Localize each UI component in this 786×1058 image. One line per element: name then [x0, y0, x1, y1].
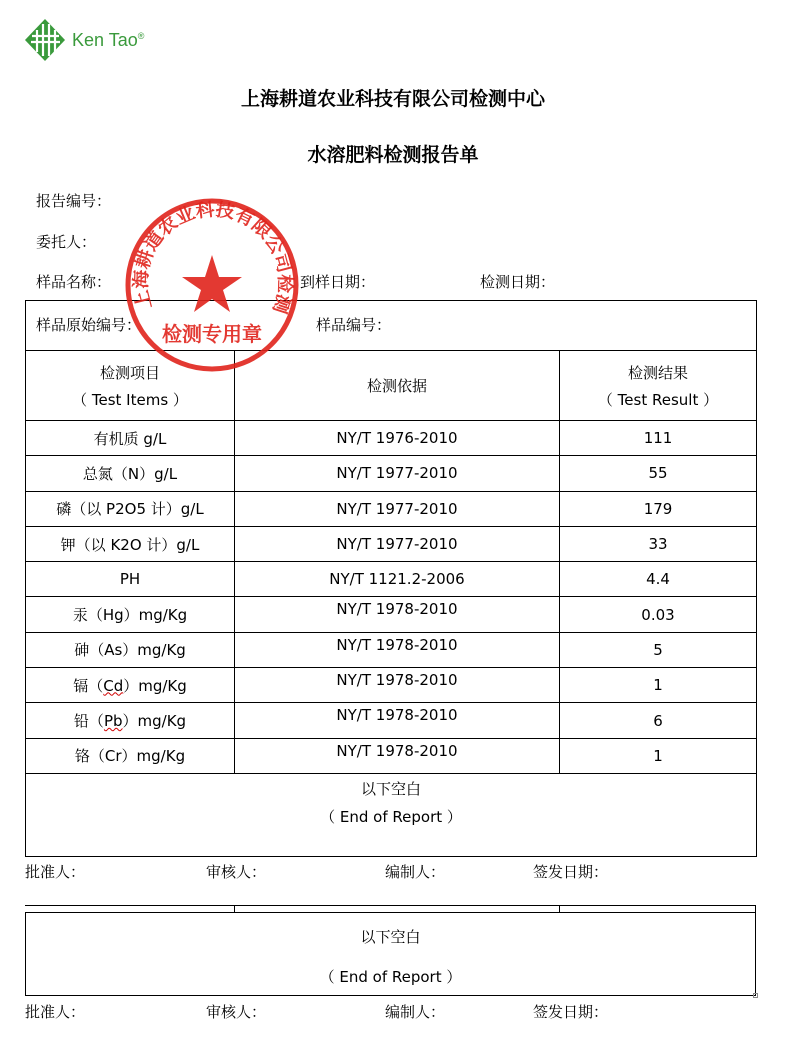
test-item: 磷（以 P2O5 计）g/L	[26, 491, 235, 526]
table-row	[26, 526, 757, 561]
reviewer-label: 审核人：	[206, 1003, 267, 1021]
table-row	[26, 562, 757, 597]
original-no-label: 样品原始编号：	[36, 316, 142, 334]
company-title: 上海耕道农业科技有限公司检测中心	[240, 88, 545, 110]
table-row	[26, 738, 757, 773]
header-basis: 检测依据	[235, 351, 560, 421]
table-row	[26, 597, 757, 632]
test-basis: NY/T 1978-2010	[235, 597, 560, 632]
test-basis: NY/T 1978-2010	[235, 632, 560, 667]
issue-date-label: 签发日期：	[533, 1003, 609, 1021]
table-row	[26, 421, 757, 456]
test-result: 1	[560, 668, 757, 703]
test-basis: NY/T 1977-2010	[235, 491, 560, 526]
divider	[755, 905, 756, 912]
table-row	[26, 491, 757, 526]
sample-name-label: 样品名称：	[36, 273, 112, 291]
end-text: 以下空白	[361, 779, 422, 798]
end-of-report-row	[26, 773, 757, 856]
table-header-row	[26, 351, 757, 421]
arrival-date-label: 到样日期：	[300, 273, 376, 291]
header-item: 检测项目 （ Test Items ）	[26, 351, 235, 421]
report-title: 水溶肥料检测报告单	[307, 144, 479, 166]
test-basis: NY/T 1977-2010	[235, 456, 560, 491]
test-item: PH	[26, 562, 235, 597]
test-result: 6	[560, 703, 757, 738]
test-item: 砷（As）mg/Kg	[26, 632, 235, 667]
test-item: 铅（Pb）mg/Kg	[26, 703, 235, 738]
reviewer-label: 审核人：	[206, 863, 267, 881]
approver-label: 批准人：	[25, 1003, 86, 1021]
company-logo	[24, 18, 164, 64]
test-item: 有机质 g/L	[26, 421, 235, 456]
test-result: 33	[560, 526, 757, 561]
header-result: 检测结果 （ Test Result ）	[560, 351, 757, 421]
sample-info-row	[26, 301, 757, 351]
end-text-en: （ End of Report ）	[320, 807, 462, 826]
end-text: 以下空白	[360, 928, 421, 946]
test-result: 5	[560, 632, 757, 667]
sample-no-label: 样品编号：	[316, 316, 392, 334]
test-item: 总氮（N）g/L	[26, 456, 235, 491]
test-item: 钾（以 K2O 计）g/L	[26, 526, 235, 561]
table-row	[26, 668, 757, 703]
table-row	[26, 632, 757, 667]
test-basis: NY/T 1976-2010	[235, 421, 560, 456]
client-label: 委托人：	[36, 233, 97, 251]
svg-text:上海耕道农业科技有限公司检测中心: 上海耕道农业科技有限公司检测	[130, 199, 296, 316]
test-result: 1	[560, 738, 757, 773]
test-item: 铬（Cr）mg/Kg	[26, 738, 235, 773]
table-row	[26, 456, 757, 491]
table-row	[26, 703, 757, 738]
results-table	[25, 300, 757, 857]
end-of-report-box	[25, 912, 756, 996]
approver-label: 批准人：	[25, 863, 86, 881]
resize-handle	[753, 993, 758, 998]
test-basis: NY/T 1121.2-2006	[235, 562, 560, 597]
logo-mark-icon	[24, 18, 66, 62]
test-result: 111	[560, 421, 757, 456]
editor-label: 编制人：	[385, 1003, 446, 1021]
test-basis: NY/T 1978-2010	[235, 668, 560, 703]
end-text-en: （ End of Report ）	[319, 968, 462, 986]
test-result: 179	[560, 491, 757, 526]
issue-date-label: 签发日期：	[533, 863, 609, 881]
divider	[234, 905, 235, 912]
test-basis: NY/T 1977-2010	[235, 526, 560, 561]
test-date-label: 检测日期：	[480, 273, 556, 291]
test-item: 镉（Cd）mg/Kg	[26, 668, 235, 703]
logo-text: Ken Tao®	[72, 30, 145, 50]
test-result: 55	[560, 456, 757, 491]
test-item: 汞（Hg）mg/Kg	[26, 597, 235, 632]
editor-label: 编制人：	[385, 863, 446, 881]
test-basis: NY/T 1978-2010	[235, 703, 560, 738]
test-basis: NY/T 1978-2010	[235, 738, 560, 773]
svg-text:检测专用章: 检测专用章	[162, 322, 262, 346]
divider	[559, 905, 560, 912]
test-result: 4.4	[560, 562, 757, 597]
test-result: 0.03	[560, 597, 757, 632]
report-no-label: 报告编号：	[36, 192, 112, 210]
divider	[25, 905, 756, 906]
